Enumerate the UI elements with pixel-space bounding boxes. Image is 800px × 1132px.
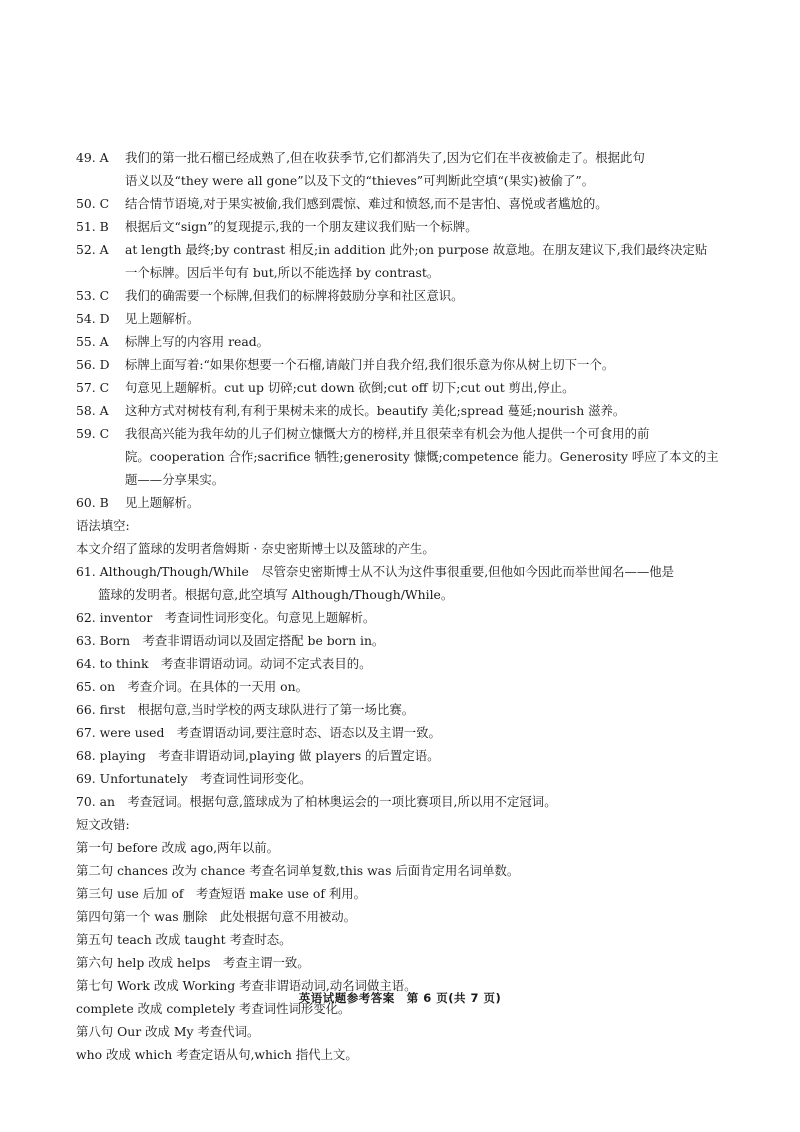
correction-line: 第八句 Our 改成 My 考查代词。 [76, 1024, 260, 1039]
correction-line: 第六句 help 改成 helps 考查主谓一致。 [76, 955, 310, 970]
correction-line: 第一句 before 改成 ago,两年以前。 [76, 840, 280, 855]
grammar-line: 67. were used 考查谓语动词,要注意时态、语态以及主谓一致。 [76, 725, 441, 740]
answer-line: 一个标牌。因后半句有 but,所以不能选择 by contrast。 [125, 265, 440, 280]
answer-line: 56. D 标牌上面写着:“如果你想要一个石榴,请敲门并自我介绍,我们很乐意为你从树上切下一个。 [76, 357, 615, 372]
grammar-line: 65. on 考查介词。在具体的一天用 on。 [76, 679, 308, 694]
grammar-line: 61. Although/Though/While 尽管奈史密斯博士从不认为这件事很重要,但他如今因此而举世闻名——他是 [76, 564, 675, 579]
grammar-line: 64. to think 考查非谓语动词。动词不定式表目的。 [76, 656, 372, 671]
correction-line: 第七句 Work 改成 Working 考查非谓语动词,动名词做主语。 [76, 978, 417, 993]
correction-line: 第二句 chances 改为 chance 考查名词单复数,this was 后面肯定用名词单数。 [76, 863, 520, 878]
answer-explanations [76, 146, 736, 1066]
answer-line: 55. A 标牌上写的内容用 read。 [76, 334, 270, 349]
answer-line: 题——分享果实。 [125, 472, 225, 487]
correction-heading: 短文改错: [76, 817, 130, 832]
answer-line: 50. C 结合情节语境,对于果实被偷,我们感到震惊、难过和愤怒,而不是害怕、喜悦或者尴尬的。 [76, 196, 608, 211]
answer-line: 院。cooperation 合作;sacrifice 牺牲;generosity 慷慨;competence 能力。Generosity 呼应了本文的主 [125, 449, 719, 464]
grammar-line: 63. Born 考查非谓语动词以及固定搭配 be born in。 [76, 633, 385, 648]
answer-line: 51. B 根据后文“sign”的复现提示,我的一个朋友建议我们贴一个标牌。 [76, 219, 478, 234]
correction-line: 第三句 use 后加 of 考查短语 make use of 利用。 [76, 886, 367, 901]
correction-line: 第四句第一个 was 删除 此处根据句意不用被动。 [76, 909, 357, 924]
answer-line: 58. A 这种方式对树枝有利,有利于果树未来的成长。beautify 美化;spread 蔓延;nourish 滋养。 [76, 403, 626, 418]
grammar-line: 66. first 根据句意,当时学校的两支球队进行了第一场比赛。 [76, 702, 415, 717]
grammar-line: 68. playing 考查非谓语动词,playing 做 players 的后置定语。 [76, 748, 440, 763]
grammar-intro: 本文介绍了篮球的发明者詹姆斯 · 奈史密斯博士以及篮球的产生。 [76, 541, 435, 556]
answer-line: 52. A at length 最终;by contrast 相反;in addition 此外;on purpose 故意地。在朋友建议下,我们最终决定贴 [76, 242, 708, 257]
correction-line: 第五句 teach 改成 taught 考查时态。 [76, 932, 292, 947]
grammar-line: 篮球的发明者。根据句意,此空填写 Although/Though/While。 [98, 587, 454, 602]
page-footer: 英语试题参考答案 第 6 页(共 7 页) [298, 991, 502, 1005]
grammar-line: 70. an 考查冠词。根据句意,篮球成为了柏林奥运会的一项比赛项目,所以用不定冠词。 [76, 794, 557, 809]
grammar-line: 62. inventor 考查词性词形变化。句意见上题解析。 [76, 610, 376, 625]
grammar-line: 69. Unfortunately 考查词性词形变化。 [76, 771, 312, 786]
answer-line: 57. C 句意见上题解析。cut up 切碎;cut down 砍倒;cut off 切下;cut out 剪出,停止。 [76, 380, 575, 395]
answer-line: 60. B 见上题解析。 [76, 495, 200, 510]
correction-line: who 改成 which 考查定语从句,which 指代上文。 [76, 1047, 358, 1062]
grammar-heading: 语法填空: [76, 518, 130, 533]
answer-line: 语义以及“they were all gone”以及下文的“thieves”可判断此空填“(果实)被偷了”。 [125, 173, 595, 188]
answer-line: 54. D 见上题解析。 [76, 311, 200, 326]
answer-line: 49. A 我们的第一批石榴已经成熟了,但在收获季节,它们都消失了,因为它们在半夜被偷走了。根据此句 [76, 150, 645, 165]
answer-line: 53. C 我们的确需要一个标牌,但我们的标牌将鼓励分享和社区意识。 [76, 288, 464, 303]
answer-line: 59. C 我很高兴能为我年幼的儿子们树立慷慨大方的榜样,并且很荣幸有机会为他人提供一个可食用的前 [76, 426, 650, 441]
correction-line: complete 改成 completely 考查词性词形变化。 [76, 1001, 351, 1016]
